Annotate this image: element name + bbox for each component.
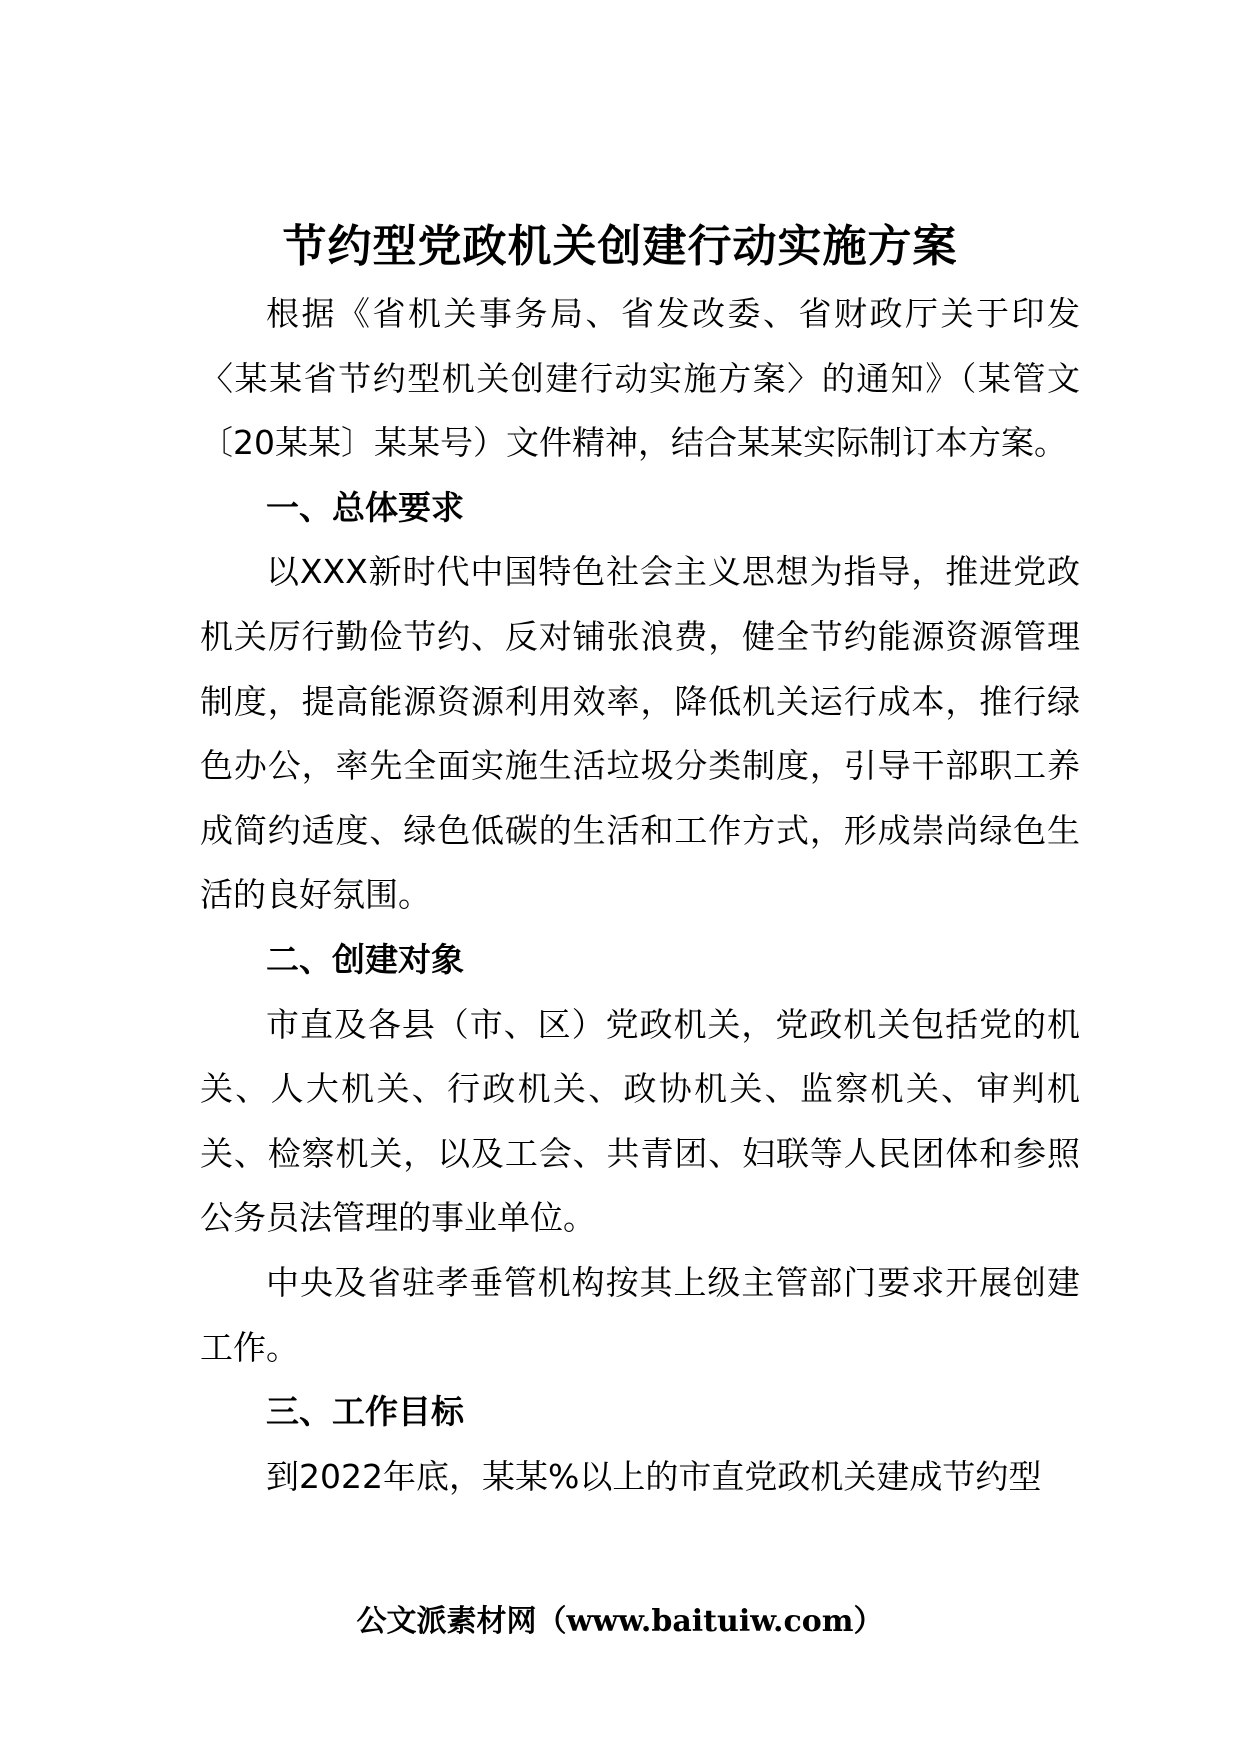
intro-paragraph: 根据《省机关事务局、省发改委、省财政厅关于印发〈某某省节约型机关创建行动实施方案〉的通知》（某管文〔20某某〕某某号）文件精神，结合某某实际制订本方案。 xyxy=(200,294,1080,463)
work-goals-paragraph: 到2022年底，某某%以上的市直党政机关建成节约型 xyxy=(266,1456,1042,1496)
general-requirements-paragraph: 以XXX新时代中国特色社会主义思想为指导，推进党政机关厉行勤俭节约、反对铺张浪费，健全节约能源资源管理制度，提高能源资源利用效率，降低机关运行成本，推行绿色办公，率先全面实施生活垃圾分类制度，引导干部职工养成简约适度、绿色低碳的生活和工作方式，形成崇尚绿色生活的良好氛围。 xyxy=(200,552,1080,915)
central-agencies-paragraph: 中央及省驻孝垂管机构按其上级主管部门要求开展创建工作。 xyxy=(200,1262,1080,1367)
section-heading-work-goals: 三、工作目标 xyxy=(266,1392,464,1432)
targets-paragraph: 市直及各县（市、区）党政机关，党政机关包括党的机关、人大机关、行政机关、政协机关、监察机关、审判机关、检察机关，以及工会、共青团、妇联等人民团体和参照公务员法管理的事业单位。 xyxy=(200,1004,1080,1238)
section-heading-general-requirements: 一、总体要求 xyxy=(266,487,464,527)
document-title: 节约型党政机关创建行动实施方案 xyxy=(282,221,958,272)
section-heading-targets: 二、创建对象 xyxy=(266,939,464,979)
document-body xyxy=(200,282,1080,1509)
footer-watermark: 公文派素材网（www.baituiw.com） xyxy=(356,1604,884,1639)
